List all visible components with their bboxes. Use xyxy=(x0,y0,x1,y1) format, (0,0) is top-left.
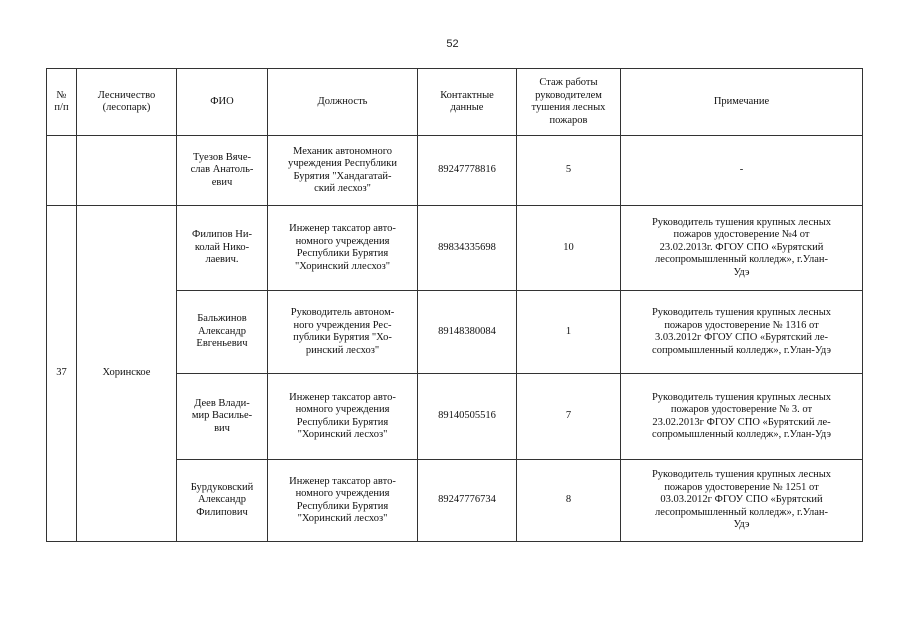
note-cell: - xyxy=(621,136,863,206)
fio-cell: Туезов Вяче- слав Анатоль- евич xyxy=(177,136,268,206)
header-forestry: Лесничество (лесопарк) xyxy=(77,69,177,136)
header-contact: Контактные данные xyxy=(418,69,517,136)
note-cell: Руководитель тушения крупных лесных пожаров удостоверение №4 от 23.02.2013г. ФГОУ СПО «Бурятский лесопромышленный колледж», г.Улан- Удэ xyxy=(621,206,863,291)
position-cell: Инженер таксатор авто- номного учреждения Республики Бурятия "Хоринский ллесхоз" xyxy=(268,206,418,291)
experience-cell: 10 xyxy=(517,206,621,291)
page-number: 52 xyxy=(446,38,459,50)
header-experience: Стаж работы руководителем тушения лесных пожаров xyxy=(517,69,621,136)
position-cell: Инженер таксатор авто- номного учреждения Республики Бурятия "Хоринский лесхоз" xyxy=(268,374,418,460)
table-row xyxy=(47,136,863,206)
position-cell: Руководитель автоном- ного учреждения Рес- публики Бурятия "Хо- ринский лесхоз" xyxy=(268,291,418,374)
forestry-cell-empty xyxy=(77,136,177,206)
experience-cell: 7 xyxy=(517,374,621,460)
position-cell: Инженер таксатор авто- номного учреждения Республики Бурятия "Хоринский лесхоз" xyxy=(268,460,418,542)
header-note: Примечание xyxy=(621,69,863,136)
note-cell: Руководитель тушения крупных лесных пожаров удостоверение № 1316 от 3.03.2012г ФГОУ СПО «Бурятский ле- сопромышленный колледж», г.Улан-Удэ xyxy=(621,291,863,374)
contact-cell: 89247778816 xyxy=(418,136,517,206)
note-cell: Руководитель тушения крупных лесных пожаров удостоверение № 1251 от 03.03.2012г ФГОУ СПО «Бурятский лесопромышленный колледж», г.Улан- Удэ xyxy=(621,460,863,542)
fio-cell: Деев Влади- мир Василье- вич xyxy=(177,374,268,460)
fio-cell: Филипов Ни- колай Нико- лаевич. xyxy=(177,206,268,291)
group-forestry-cell: Хоринское xyxy=(77,206,177,542)
group-number-cell: 37 xyxy=(47,206,77,542)
note-cell: Руководитель тушения крупных лесных пожаров удостоверение № 3. от 23.02.2013г ФГОУ СПО «Бурятский ле- сопромышленный колледж», г.Улан-Удэ xyxy=(621,374,863,460)
contact-cell: 89140505516 xyxy=(418,374,517,460)
header-fio: ФИО xyxy=(177,69,268,136)
experience-cell: 8 xyxy=(517,460,621,542)
fio-cell: Бальжинов Александр Евгеньевич xyxy=(177,291,268,374)
experience-cell: 5 xyxy=(517,136,621,206)
header-position: Должность xyxy=(268,69,418,136)
position-cell: Механик автономного учреждения Республики Бурятия "Хандагатай- ский лесхоз" xyxy=(268,136,418,206)
contact-cell: 89247776734 xyxy=(418,460,517,542)
table-row xyxy=(47,206,863,291)
contact-cell: 89834335698 xyxy=(418,206,517,291)
number-cell-empty xyxy=(47,136,77,206)
contact-cell: 89148380084 xyxy=(418,291,517,374)
header-row xyxy=(47,69,863,136)
staff-table xyxy=(46,68,863,542)
header-number: № п/п xyxy=(47,69,77,136)
fio-cell: Бурдуковский Александр Филипович xyxy=(177,460,268,542)
experience-cell: 1 xyxy=(517,291,621,374)
